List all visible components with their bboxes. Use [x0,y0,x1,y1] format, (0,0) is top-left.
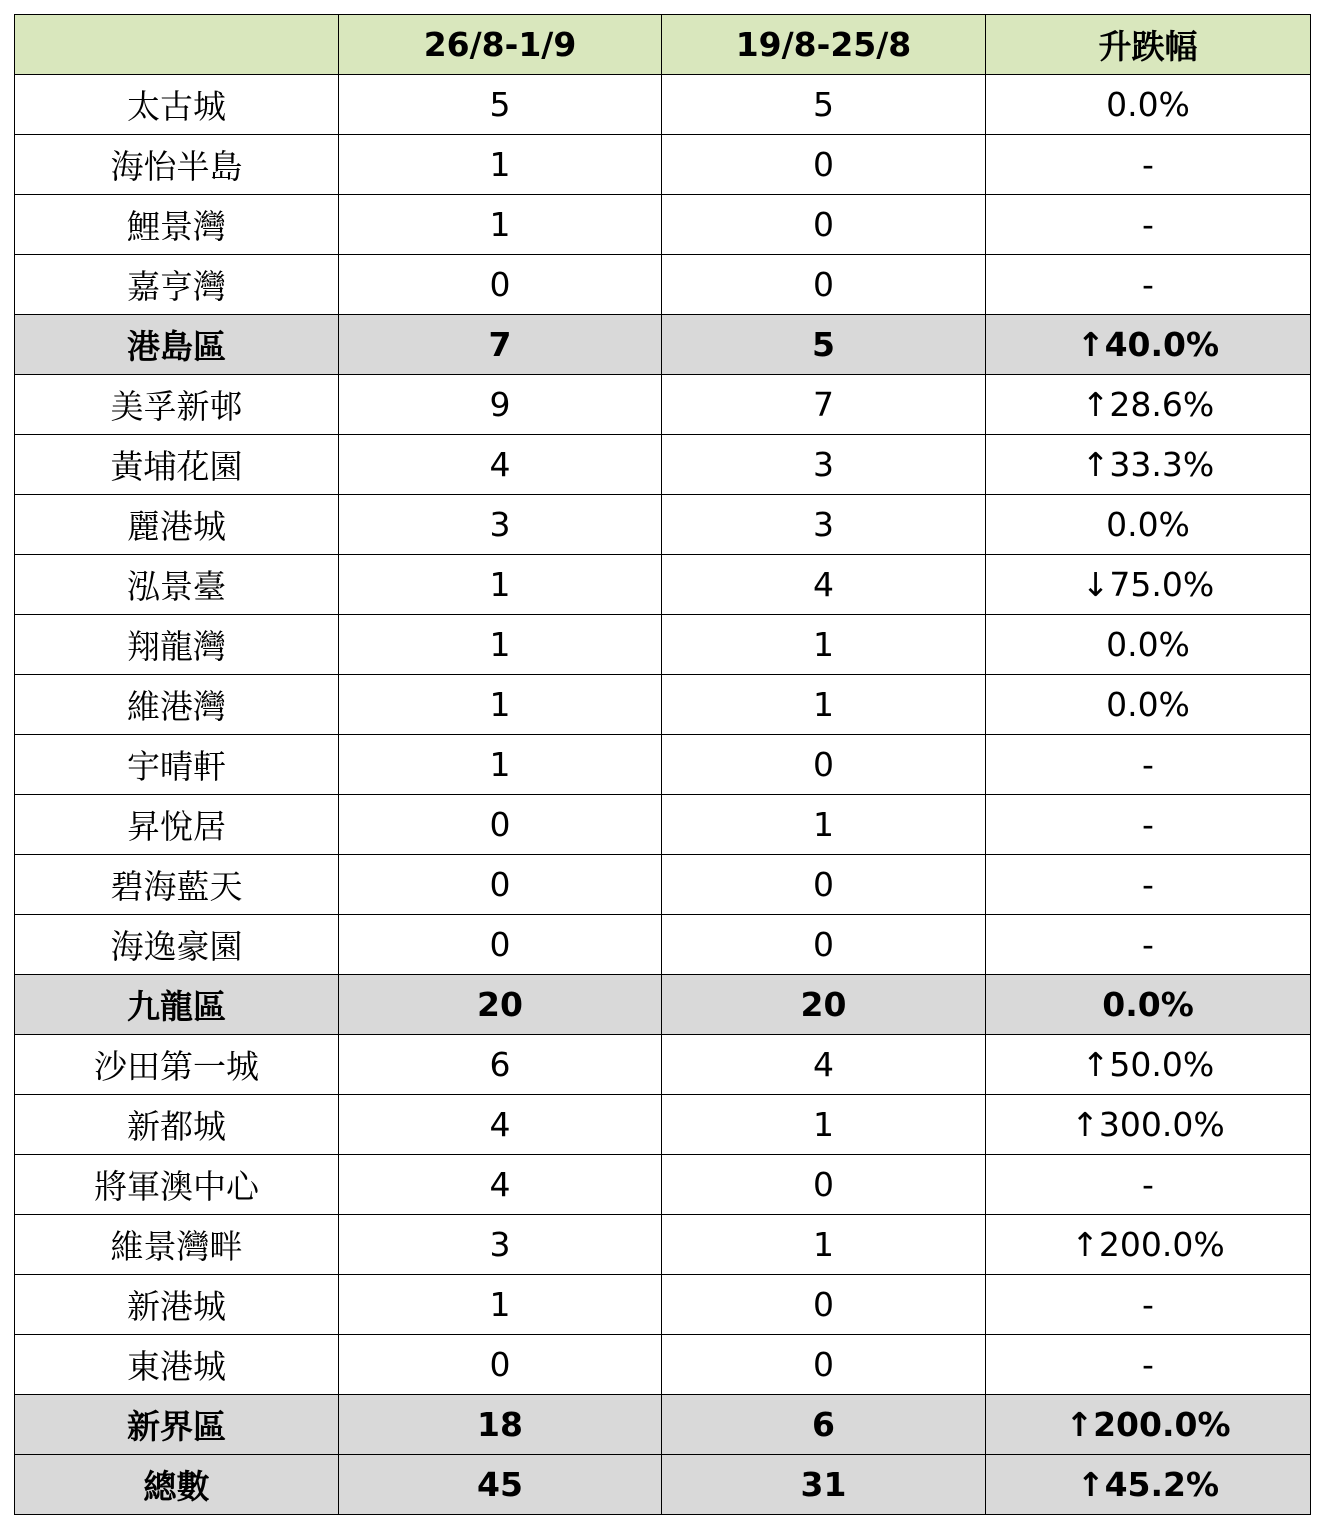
current-week-cell: 20 [339,975,662,1035]
previous-week-cell: 6 [662,1395,986,1455]
previous-week-cell: 4 [662,555,986,615]
subtotal-row [15,1395,1311,1455]
previous-week-cell: 0 [662,1155,986,1215]
current-week-cell: 1 [339,735,662,795]
previous-week-cell: 31 [662,1455,986,1515]
estate-name-cell: 碧海藍天 [15,855,339,915]
previous-week-cell: 1 [662,1095,986,1155]
previous-week-cell: 20 [662,975,986,1035]
change-cell: ↑300.0% [986,1095,1311,1155]
header-current-week: 26/8-1/9 [339,15,662,75]
header-row [15,15,1311,75]
previous-week-cell: 0 [662,255,986,315]
current-week-cell: 1 [339,555,662,615]
current-week-cell: 1 [339,135,662,195]
current-week-cell: 0 [339,855,662,915]
table-row [15,735,1311,795]
current-week-cell: 0 [339,795,662,855]
change-cell: - [986,195,1311,255]
table-row [15,1155,1311,1215]
estate-name-cell: 美孚新邨 [15,375,339,435]
previous-week-cell: 0 [662,1335,986,1395]
table-row [15,855,1311,915]
change-cell: - [986,1335,1311,1395]
table-row [15,135,1311,195]
change-cell: - [986,855,1311,915]
current-week-cell: 9 [339,375,662,435]
change-cell: - [986,915,1311,975]
previous-week-cell: 5 [662,75,986,135]
current-week-cell: 1 [339,675,662,735]
previous-week-cell: 5 [662,315,986,375]
table-row [15,555,1311,615]
change-cell: - [986,1155,1311,1215]
subtotal-row [15,315,1311,375]
change-cell: ↑50.0% [986,1035,1311,1095]
previous-week-cell: 1 [662,795,986,855]
estate-name-cell: 維景灣畔 [15,1215,339,1275]
change-cell: ↑40.0% [986,315,1311,375]
previous-week-cell: 1 [662,1215,986,1275]
change-cell: 0.0% [986,975,1311,1035]
current-week-cell: 18 [339,1395,662,1455]
previous-week-cell: 1 [662,675,986,735]
table-row [15,1215,1311,1275]
change-cell: 0.0% [986,75,1311,135]
change-cell: - [986,735,1311,795]
current-week-cell: 1 [339,195,662,255]
estate-name-cell: 港島區 [15,315,339,375]
current-week-cell: 7 [339,315,662,375]
change-cell: 0.0% [986,495,1311,555]
header-change: 升跌幅 [986,15,1311,75]
estate-name-cell: 九龍區 [15,975,339,1035]
table-row [15,795,1311,855]
change-cell: ↓75.0% [986,555,1311,615]
estate-name-cell: 新港城 [15,1275,339,1335]
change-cell: ↑33.3% [986,435,1311,495]
transactions-table [14,14,1311,1515]
estate-name-cell: 太古城 [15,75,339,135]
current-week-cell: 4 [339,435,662,495]
previous-week-cell: 0 [662,1275,986,1335]
estate-name-cell: 東港城 [15,1335,339,1395]
change-cell: - [986,255,1311,315]
current-week-cell: 6 [339,1035,662,1095]
table-row [15,615,1311,675]
table-row [15,1095,1311,1155]
table-row [15,255,1311,315]
table-row [15,1335,1311,1395]
estate-name-cell: 海怡半島 [15,135,339,195]
previous-week-cell: 7 [662,375,986,435]
estate-name-cell: 嘉亨灣 [15,255,339,315]
current-week-cell: 1 [339,1275,662,1335]
table-row [15,495,1311,555]
current-week-cell: 0 [339,915,662,975]
table-row [15,375,1311,435]
estate-name-cell: 黃埔花園 [15,435,339,495]
estate-name-cell: 總數 [15,1455,339,1515]
change-cell: ↑200.0% [986,1395,1311,1455]
current-week-cell: 3 [339,1215,662,1275]
change-cell: 0.0% [986,675,1311,735]
estate-name-cell: 新界區 [15,1395,339,1455]
subtotal-row [15,975,1311,1035]
table-body [15,75,1311,1515]
table-row [15,1035,1311,1095]
current-week-cell: 4 [339,1095,662,1155]
current-week-cell: 4 [339,1155,662,1215]
previous-week-cell: 0 [662,735,986,795]
previous-week-cell: 0 [662,195,986,255]
estate-name-cell: 麗港城 [15,495,339,555]
table-row [15,915,1311,975]
change-cell: 0.0% [986,615,1311,675]
estate-name-cell: 新都城 [15,1095,339,1155]
table-row [15,1275,1311,1335]
change-cell: ↑28.6% [986,375,1311,435]
table-row [15,435,1311,495]
header-previous-week: 19/8-25/8 [662,15,986,75]
current-week-cell: 1 [339,615,662,675]
change-cell: - [986,795,1311,855]
current-week-cell: 5 [339,75,662,135]
previous-week-cell: 1 [662,615,986,675]
change-cell: - [986,1275,1311,1335]
table-row [15,195,1311,255]
change-cell: ↑200.0% [986,1215,1311,1275]
estate-name-cell: 維港灣 [15,675,339,735]
current-week-cell: 3 [339,495,662,555]
current-week-cell: 0 [339,1335,662,1395]
estate-name-cell: 鯉景灣 [15,195,339,255]
estate-name-cell: 昇悅居 [15,795,339,855]
previous-week-cell: 0 [662,855,986,915]
change-cell: ↑45.2% [986,1455,1311,1515]
header-blank [15,15,339,75]
estate-name-cell: 宇晴軒 [15,735,339,795]
current-week-cell: 0 [339,255,662,315]
previous-week-cell: 0 [662,135,986,195]
previous-week-cell: 0 [662,915,986,975]
subtotal-row [15,1455,1311,1515]
table-row [15,675,1311,735]
estate-name-cell: 海逸豪園 [15,915,339,975]
estate-name-cell: 泓景臺 [15,555,339,615]
previous-week-cell: 3 [662,435,986,495]
estate-name-cell: 將軍澳中心 [15,1155,339,1215]
table-row [15,75,1311,135]
previous-week-cell: 3 [662,495,986,555]
estate-name-cell: 沙田第一城 [15,1035,339,1095]
previous-week-cell: 4 [662,1035,986,1095]
estate-name-cell: 翔龍灣 [15,615,339,675]
current-week-cell: 45 [339,1455,662,1515]
change-cell: - [986,135,1311,195]
